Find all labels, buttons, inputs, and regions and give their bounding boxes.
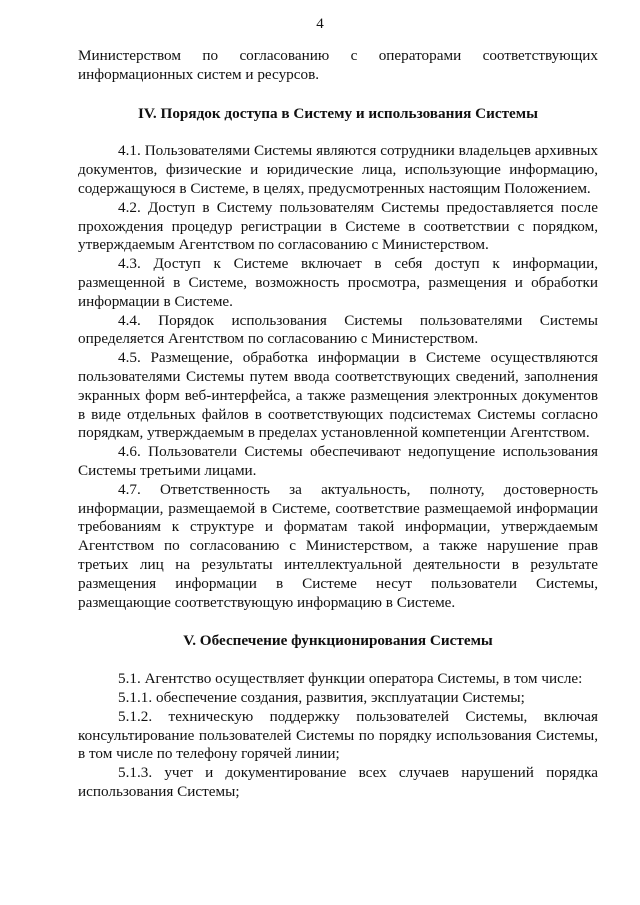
paragraph-4-1: 4.1. Пользователями Системы являются сотрудники владельцев архивных документов, физические и юридические лица, использующие информацию, содержащуюся в Системе, в целях, предусмотренных настоящим Положением. — [78, 142, 598, 197]
section-5-body — [78, 670, 598, 802]
page-content — [78, 47, 598, 802]
paragraph-5-1: 5.1. Агентство осуществляет функции оператора Системы, в том числе: — [118, 670, 583, 688]
paragraph-4-3: 4.3. Доступ к Системе включает в себя доступ к информации, размещенной в Системе, возможность просмотра, размещения и обработки информации в Системе. — [78, 255, 598, 310]
paragraph-4-4: 4.4. Порядок использования Системы пользователями Системы определяется Агентством по согласованию с Министерством. — [78, 311, 598, 348]
paragraph-4-2: 4.2. Доступ в Систему пользователям Системы предоставляется после прохождения процедур регистрации в Системе в соответствии с порядком, утверждаемым Агентством по согласованию с Министерством. — [78, 198, 598, 254]
paragraph-4-7: 4.7. Ответственность за актуальность, полноту, достоверность информации, размещаемой в Системе, соответствие размещаемой информации требованиям к структуре и форматам такой информации, утверждаемым Агентством по согласованию с Министерством, а также нарушение прав третьих лиц на результаты интеллектуальной деятельности в результате размещения информации в Системе несут пользователи Системы, размещающие соответствующую информацию в Системе. — [78, 480, 598, 611]
paragraph-4-6: 4.6. Пользователи Системы обеспечивают недопущение использования Системы третьими лицами. — [78, 443, 598, 479]
section-5-heading: V. Обеспечение функционирования Системы — [183, 632, 493, 650]
paragraph-5-1-1: 5.1.1. обеспечение создания, развития, эксплуатации Системы; — [118, 688, 525, 706]
paragraph-4-5: 4.5. Размещение, обработка информации в Системе осуществляются пользователями Системы путем ввода соответствующих сведений, заполнения экранных форм веб-интерфейса, а также размещения электронных документов в виде отдельных файлов в соответствующих подсистемах Системы согласно порядкам, утверждаемым в пределах установленной компетенции Агентством. — [78, 349, 598, 442]
section-4-body — [78, 142, 598, 612]
paragraph-5-1-2: 5.1.2. техническую поддержку пользователей Системы, включая консультирование пользователей Системы по порядку использования Системы, в том числе по телефону горячей линии; — [78, 707, 598, 763]
page-number: 4 — [316, 16, 324, 32]
intro-paragraph: Министерством по согласованию с операторами соответствующих информационных систем и ресурсов. — [78, 47, 598, 83]
paragraph-5-1-3: 5.1.3. учет и документирование всех случаев нарушений порядка использования Системы; — [78, 764, 598, 800]
section-4-heading: IV. Порядок доступа в Систему и использования Системы — [138, 104, 538, 122]
